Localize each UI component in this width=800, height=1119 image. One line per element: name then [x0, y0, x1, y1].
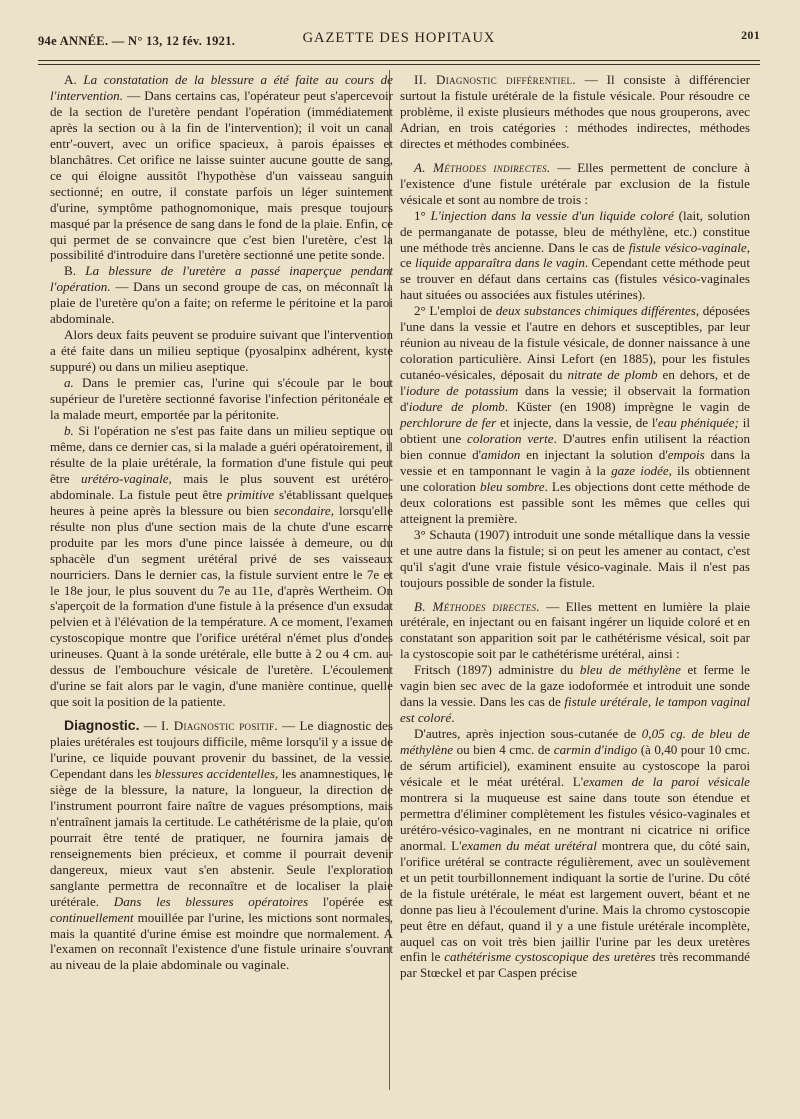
header-rule	[38, 60, 760, 61]
para-body: , ils obtiennent une coloration	[400, 462, 750, 494]
para-italic: secondaire	[273, 502, 331, 518]
para-italic: blessures accidentelles	[154, 765, 275, 781]
left-column	[50, 72, 393, 973]
para-italic: iodure de plomb	[408, 399, 505, 415]
para-body: .	[451, 710, 455, 726]
paragraph-method-1	[400, 208, 750, 304]
para-italic: amidon	[481, 446, 521, 462]
para-body: . Küster (en 1908) imprègne le vagin de	[504, 399, 750, 415]
para-italic: fistule urétérale, le tampon vaginal est coloré	[400, 694, 751, 726]
para-italic: primitive	[226, 486, 275, 502]
para-body: (lait, solution de permanganate de potasse, bleu de méthylène, etc.) constitue une méthode très ancienne. Dans le cas de	[400, 207, 751, 255]
para-body: montrera si la muqueuse est saine dans toute son étendue et permettra d'éliminer complètement les fistules vésico-vaginales et urétéro-vésico-vaginales, en ne montrant ni cicatrice ni orifice anormal. L'	[400, 789, 750, 853]
paragraph-diagnostic-differentiel	[400, 72, 750, 152]
para-body: — Elles permettent de conclure à l'existence d'une fistule urétérale par exclusion de la fistule vésicale et sont au nombre de trois :	[400, 159, 750, 207]
para-body: , mais le plus souvent est urétéro-abdominale. La fistule peut être	[50, 470, 393, 502]
right-column	[400, 72, 750, 981]
para-label: a.	[64, 375, 74, 391]
para-label: 1°	[414, 207, 431, 223]
para-body: Si l'opération ne s'est pas faite dans un milieu septique ou même, dans ce dernier cas, si la malade a guéri opératoirement, il résulte de la plaie urétérale, la formation d'une fistule qui peut être	[50, 422, 393, 486]
para-italic: bleu sombre	[479, 478, 545, 494]
para-body: — Le diagnostic des plaies urétérales est toujours difficile, même lorsqu'il y a issue de l'urine, ce liquide pouvant provenir du bassinet, de la vessie. Cependant dans les	[50, 718, 394, 781]
para-body: , déposées l'une dans la vessie et l'autre en dehors et susceptibles, par leur réunion au niveau de la fistule vésicale, de donner naissance à une coloration particulière. Ainsi Lefort (en 1885), pour les fistules cutanéo-vésicales, déposait du	[400, 303, 750, 383]
para-body: en dehors, et de l'	[400, 367, 750, 399]
paragraph-methodes-directes	[400, 599, 750, 663]
para-italic: cathétérisme cystoscopique des uretères	[444, 949, 656, 965]
para-italic: eau phéniquée;	[657, 415, 739, 431]
paragraph-d-autres	[400, 726, 750, 981]
subsection-heading: II. Diagnostic différentiel.	[414, 72, 576, 87]
para-italic: liquide apparaîtra dans le vagin	[415, 255, 585, 271]
para-italic: empois	[667, 446, 705, 462]
para-body: , ce	[400, 239, 750, 271]
para-body: il obtient une	[400, 415, 750, 446]
para-body: en injectant la solution d'	[520, 446, 668, 462]
paragraph-methodes-indirectes	[400, 160, 750, 208]
para-title: La blessure de l'uretère a passé inaperçue pendant l'opération.	[50, 263, 393, 295]
para-body: montrera que, du côté sain, l'orifice urétéral se contracte régulièrement, avec un soulèvement et un petit tourbillonnement indiquant la sortie de l'urine. Du côté de la fistule urétérale, le méat est largement ouvert, béant et ne donne pas lieu à l'écoulement d'urine. Mais la chromo cystoscopie peut être en défaut, quand il y a une fistule urétérale incomplète, auquel cas on voit très bien jaillir l'urine par les deux uretères enfin le	[400, 837, 750, 965]
para-body: — Elles mettent en lumière la plaie urétérale, en injectant ou en faisant ingérer un liquide coloré et en constatant son apparition soit par le cathétérisme vésical, soit par la cystoscopie soit par le cathétérisme urétéral, ainsi :	[400, 598, 751, 662]
para-body: — Dans certains cas, l'opérateur peut s'apercevoir de la section de l'uretère pendant l'opération (immédiatement après la section ou à la fin de l'intervention); il voit un canal entr'-ouvert, avec un orifice spacieux, à parois épaisses et blanchâtres. Cet orifice ne laisse suinter aucune goutte de sang, ce qui éloigne aussitôt l'hypothèse d'un vaisseau sanguin sectionné; en outre, il constate parfois un léger suintement d'urine, symptôme pathognomonique, mais presque toujours masqué par la présence de sang dans le fond de la plaie. Enfin, ce qui permet de se convaincre que c'est bien l'uretère, c'est la possibilité d'introduire dans l'uretère sectionné une petite sonde.	[50, 87, 393, 263]
para-italic: gaze iodée	[611, 462, 669, 478]
para-italic: iodure de potassium	[406, 383, 519, 399]
para-body: D'autres, après injection sous-cutanée de	[414, 726, 642, 742]
page-number: 201	[741, 28, 760, 42]
para-italic: L'injection dans la vessie d'un liquide coloré	[430, 207, 674, 223]
para-body: , les anamnestiques, le siège de la blessure, la nature, la longueur, la direction de l'instrument pourront faire naître de vagues présomptions, mais n'entraînent jamais la certitude. Le cathétérisme de la plaie, qu'on pourrait être tenté de pratiquer, ne fournira jamais de renseignements bien précieux, et comme il pourrait devenir dangereux, mieux vaut s'en abstenir. Seule l'exploration sanglante permettra de reconnaître et de localiser la plaie urétérale.	[50, 765, 393, 909]
para-body: Fritsch (1897) administre du	[414, 662, 580, 678]
para-italic: continuellement	[50, 909, 134, 925]
para-label: b.	[64, 422, 74, 438]
paragraph-a-constatation	[50, 72, 393, 263]
para-body: s'établissant quelques heures à peine après la blessure ou bien	[50, 486, 393, 518]
subsection-heading: A. Méthodes indirectes.	[414, 159, 551, 175]
issue-info: 94e ANNÉE. — N° 13, 12 fév. 1921.	[38, 34, 236, 48]
para-body: mouillée par l'urine, les mictions sont normales, mais la quantité d'urine émise est moindre que normalement. A l'examen on reconnaît l'existence d'une fistule urinaire s'ouvrant au niveau de la plaie abdominale ou vaginale.	[50, 909, 393, 973]
para-body: . D'autres enfin utilisent la réaction bien connue d'	[400, 430, 750, 462]
para-italic: Dans les blessures opératoires	[113, 893, 309, 909]
para-label: B.	[64, 263, 77, 279]
subsection-heading: I. Diagnostic positif.	[161, 718, 278, 734]
para-body: dans la vessie; il observait la formation d'	[400, 383, 751, 415]
subsection-heading: B. Méthodes directes.	[414, 598, 540, 614]
para-body: l'opérée est	[308, 893, 394, 909]
para-italic: perchlorure de fer	[400, 415, 497, 431]
para-body: . Cependant cette méthode peut se trouver en défaut dans certains cas (fistules vésico-vaginales haut situées ou associées aux fistules utérines).	[400, 255, 750, 303]
para-italic: fistule vésico-vaginale	[628, 239, 747, 255]
para-body: Dans le premier cas, l'urine qui s'écoule par le bout supérieur de l'uretère sectionné favorise l'infection péritonéale et la malade meurt, emportée par la péritonite.	[50, 375, 393, 423]
paragraph-method-3: 3° Schauta (1907) introduit une sonde métallique dans la vessie et une autre dans la fistule; si on peut les amener au contact, c'est qu'il s'agit d'une vraie fistule vésico-vaginale. Mais il n'est pas toujours possible de sonder la fistule.	[400, 526, 750, 590]
para-body: , lorsqu'elle résulte non plus d'une section mais de la chute d'une escarre produite par les mors d'une pince laissée à demeure, ou du sphacèle d'un segment urétéral privé de ses vaisseaux nourriciers. Dans le dernier cas, la fistule survient entre le 7e et le 18e jour, le plus souvent du 7e au 11e, d'après Wertheim. On s'aperçoit de la formation d'une fistule à la présence d'un exsudat pelvien et à l'élévation de la température. A ce moment, l'examen cystoscopique montre que l'orifice urétéral n'émet plus d'ondes urineuses. Quant à la sonde urétérale, elle butte à 2 ou 4 cm. au-dessus de l'embouchure vésicale de l'uretère. L'écoulement d'urine se fait alors par le vagin, d'une manière continue, quelle que soit la position de la patiente.	[50, 502, 393, 710]
para-italic: 0,05 cg. de bleu de méthylène	[400, 726, 750, 758]
para-italic: coloration verte	[467, 430, 554, 446]
paragraph-deux-faits: Alors deux faits peuvent se produire suivant que l'intervention a été faite dans un milieu septique (pyosalpinx adhérent, kyste suppuré) ou dans un milieu aseptique.	[50, 327, 393, 375]
para-body: ou bien 4 cmc. de	[453, 742, 554, 758]
paragraph-fritsch	[400, 662, 750, 726]
paragraph-a-septique	[50, 375, 393, 423]
spacer	[400, 591, 750, 599]
para-italic: carmin d'indigo	[553, 742, 638, 758]
para-body: et ferme le vagin bien sec avec de la gaze iodoformée et introduit une sonde dans la vessie. Dans les cas de	[400, 662, 750, 710]
section-heading-diagnostic: Diagnostic.	[64, 717, 140, 734]
para-italic: urétéro-vaginale	[81, 470, 169, 486]
para-label: 2° L'emploi de	[414, 303, 496, 319]
paragraph-b-fistule	[50, 423, 393, 710]
para-italic: nitrate de plomb	[567, 367, 658, 383]
para-body: dans la vessie et en tamponnant le vagin à la	[400, 446, 751, 478]
spacer	[400, 152, 750, 160]
para-body: et injecte, dans la vessie, de l'	[496, 415, 658, 431]
para-body: . Les objections dont cette méthode de deux colorations est passible sont les mêmes que celles qui atteignent la première.	[400, 478, 750, 526]
paragraph-b-inapercue	[50, 263, 393, 327]
page-header	[38, 30, 760, 56]
para-label: A.	[64, 72, 77, 87]
para-italic: deux substances chimiques différentes	[495, 303, 696, 319]
journal-title: GAZETTE DES HOPITAUX	[302, 30, 496, 46]
paragraph-method-2	[400, 303, 750, 526]
para-body: très recommandé par Stœckel et par Caspen précise	[400, 949, 750, 981]
para-body: — Dans un second groupe de cas, on méconnaît la plaie de l'uretère qu'on a faite; on referme le péritoine et la paroi abdominale.	[50, 279, 393, 327]
paragraph-diagnostic: Diagnostic. — I. Diagnostic positif. — Le diagnostic des plaies urétérales est toujours difficile, même lorsqu'il y a issue de l'urine, ce liquide pouvant provenir du bassinet, de la vessie. Cependant dans les blessures accidentelles, les anamnestiques, le siège de la blessure, la nature, la longueur, la direction de l'instrument pourront faire naître de vagues présomptions, mais n'entraînent jamais la certitude. Le cathétérisme de la plaie, qu'on pourrait être tenté de pratiquer, ne fournira jamais de renseignements bien précieux, et comme il pourrait devenir dangereux, mieux vaut s'en abstenir. Seule l'exploration sanglante permettra de reconnaître et de localiser la plaie urétérale. Dans les blessures opératoires l'opérée est continuellement mouillée par l'urine, les mictions sont normales, mais la quantité d'urine émise est moindre que normalement. A l'examen on reconnaît l'existence d'une fistule urinaire s'ouvrant au niveau de la plaie abdominale ou vaginale.	[50, 717, 394, 973]
para-title: La constatation de la blessure a été faite au cours de l'intervention.	[50, 72, 393, 103]
header-rule-double	[38, 64, 760, 65]
para-italic: examen de la paroi vésicale	[583, 773, 750, 789]
para-italic: examen du méat urétéral	[461, 837, 597, 853]
para-body: (à 0,40 pour 10 cmc. de sérum artificiel), examinent ensuite au cystoscope la paroi vésicale et le méat urétéral. L'	[400, 742, 750, 789]
para-italic: bleu de méthylène	[579, 662, 681, 678]
para-body: — Il consiste à différencier surtout la fistule urétérale de la fistule vésicale. Pour résoudre ce problème, il existe plusieurs méthodes que nous grouperons, avec Adrian, en trois catégories : méthodes indirectes, méthodes directes et méthodes combinées.	[400, 72, 750, 151]
